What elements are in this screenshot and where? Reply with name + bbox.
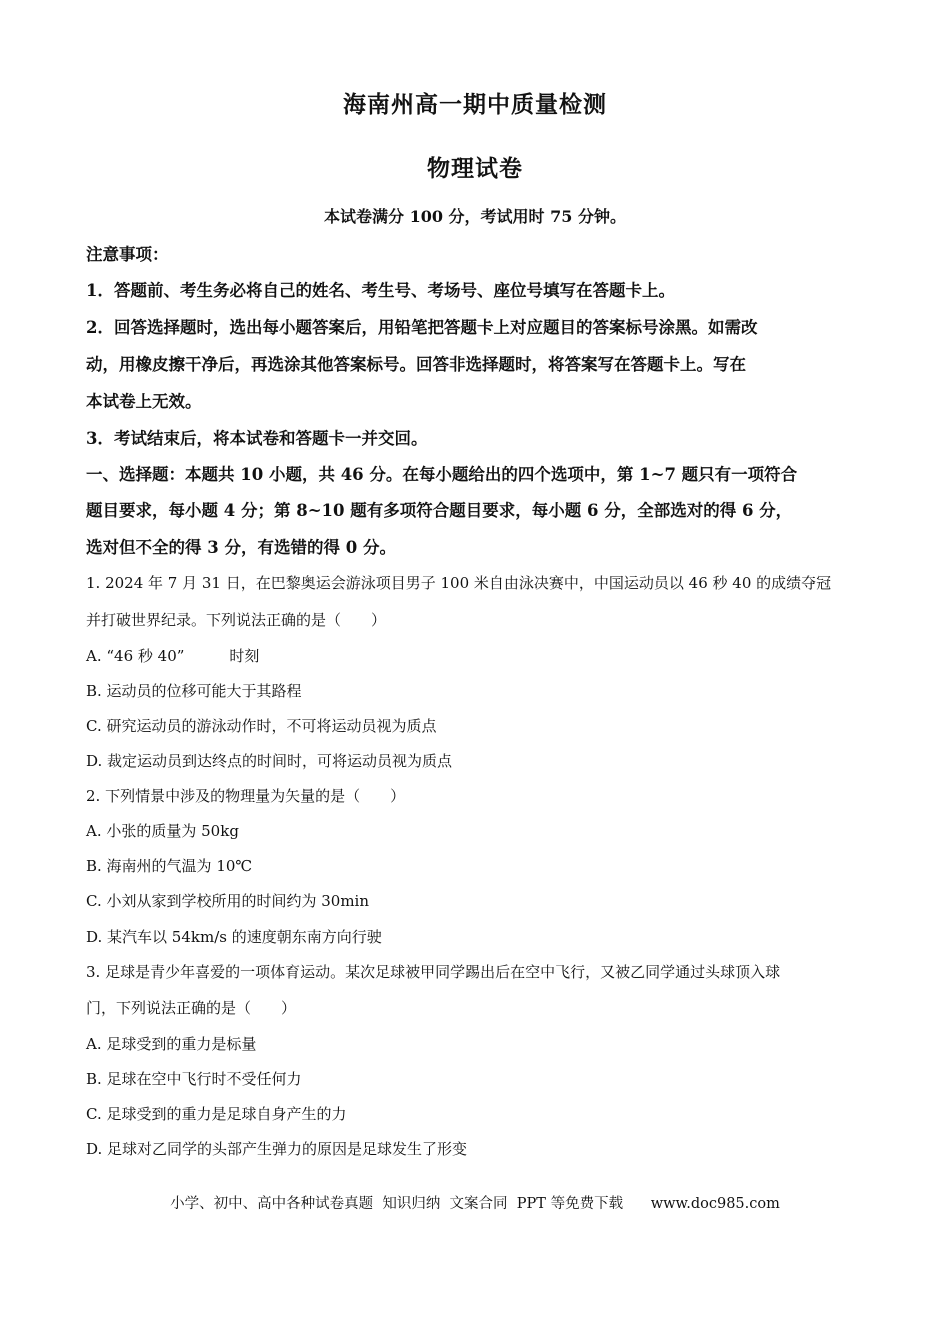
notice-line: 动，用橡皮擦干净后，再选涂其他答案标号。回答非选择题时，将答案写在答题卡上。写在 <box>86 355 746 374</box>
question-3-stem: 3. 足球是青少年喜爱的一项体育运动。某次足球被甲同学踢出后在空中飞行，又被乙同学通过头球顶入球 <box>86 963 781 981</box>
question-2-option-d: D. 某汽车以 54km/s 的速度朝东南方向行驶 <box>86 928 382 946</box>
question-3-option-c: C. 足球受到的重力是足球自身产生的力 <box>86 1105 347 1123</box>
question-1-stem: 并打破世界纪录。下列说法正确的是（ ） <box>86 611 387 629</box>
section-instruction-line: 题目要求，每小题 4 分；第 8~10 题有多项符合题目要求，每小题 6 分，全部选对的得 6 分， <box>86 501 793 520</box>
question-3-option-b: B. 足球在空中飞行时不受任何力 <box>86 1070 302 1088</box>
notice-line: 2．回答选择题时，选出每小题答案后，用铅笔把答题卡上对应题目的答案标号涂黑。如需改 <box>86 318 758 337</box>
question-1-option-c: C. 研究运动员的游泳动作时，不可将运动员视为质点 <box>86 717 437 735</box>
question-1-option-d: D. 裁定运动员到达终点的时间时，可将运动员视为质点 <box>86 752 453 770</box>
question-2-option-c: C. 小刘从家到学校所用的时间约为 30min <box>86 892 370 910</box>
notice-line: 3．考试结束后，将本试卷和答题卡一并交回。 <box>86 429 428 448</box>
question-1-option-b: B. 运动员的位移可能大于其路程 <box>86 682 302 700</box>
question-1-stem: 1. 2024 年 7 月 31 日，在巴黎奥运会游泳项目男子 100 米自由泳决赛中，中国运动员以 46 秒 40 的成绩夺冠 <box>86 574 832 592</box>
exam-title: 海南州高一期中质量检测 <box>343 91 607 118</box>
question-3-stem: 门，下列说法正确的是（ ） <box>86 999 297 1017</box>
section-instruction-line: 选对但不全的得 3 分，有选错的得 0 分。 <box>86 538 396 557</box>
question-2-option-b: B. 海南州的气温为 10℃ <box>86 857 253 875</box>
question-2-stem: 2. 下列情景中涉及的物理量为矢量的是（ ） <box>86 787 406 805</box>
subject-title: 物理试卷 <box>427 155 523 182</box>
question-1-option-a: A. “46 秒 40” 时刻 <box>86 647 260 665</box>
notice-heading: 注意事项： <box>86 245 169 264</box>
footer-promo: 小学、初中、高中各种试卷真题 知识归纳 文案合同 PPT 等免费下载 www.doc985.com <box>170 1196 780 1212</box>
notice-line: 1．答题前、考生务必将自己的姓名、考生号、考场号、座位号填写在答题卡上。 <box>86 281 675 300</box>
exam-info: 本试卷满分 100 分，考试用时 75 分钟。 <box>324 207 626 226</box>
section-instruction-line: 一、选择题：本题共 10 小题，共 46 分。在每小题给出的四个选项中，第 1~7 题只有一项符合 <box>86 465 798 484</box>
question-3-option-a: A. 足球受到的重力是标量 <box>86 1035 257 1053</box>
question-3-option-d: D. 足球对乙同学的头部产生弹力的原因是足球发生了形变 <box>86 1140 468 1158</box>
question-2-option-a: A. 小张的质量为 50kg <box>86 822 239 840</box>
notice-line: 本试卷上无效。 <box>86 392 202 411</box>
